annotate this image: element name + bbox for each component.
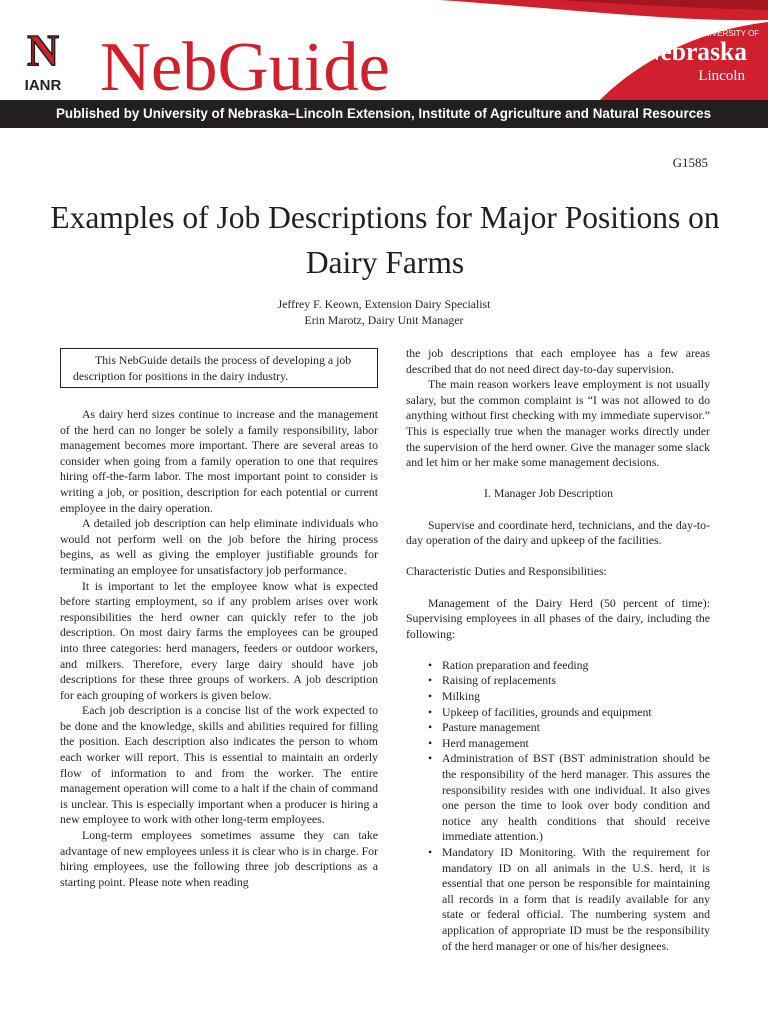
- univ-name: Nebraska: [642, 37, 747, 66]
- paragraph: Long-term employees sometimes assume they can take advantage of new employees unless it is clear who is in charge. For hiring employees, use the following three job descriptions as a starting point. Please note when reading: [60, 828, 378, 889]
- publisher-bar: Published by University of Nebraska–Lincoln Extension, Institute of Agriculture and Natural Resources: [0, 100, 768, 128]
- header-banner: [0, 0, 768, 100]
- paragraph: As dairy herd sizes continue to increase and the management of the herd can no longer be solely a family responsibility, labor management becomes more important. There are several areas to consider when going from a family operation to one that requires hiring off-the-farm labor. The most important point to consider is writing a job, or position, description for each potential or current employee in the dairy operation.: [60, 407, 378, 515]
- list-item: • Raising of replacements: [428, 673, 710, 689]
- author-1: Jeffrey F. Keown, Extension Dairy Specialist: [277, 297, 491, 311]
- logo-ianr: IANR: [24, 77, 62, 94]
- left-column: [60, 407, 378, 890]
- right-column: [406, 346, 710, 954]
- paragraph: Supervise and coordinate herd, technicians, and the day-to-day operation of the dairy and upkeep of the facilities.: [406, 517, 710, 548]
- brand-title: NebGuide: [100, 29, 390, 100]
- list-item: • Upkeep of facilities, grounds and equipment: [428, 705, 710, 721]
- authors: [150, 296, 618, 328]
- author-2: Erin Marotz, Dairy Unit Manager: [304, 313, 464, 327]
- paragraph: The main reason workers leave employment is not usually salary, but the common complaint is “I was not allowed to do anything without first checking with my immediate supervisor.” This is especially true when the manager works directly under the supervision of the herd owner. Give the manager some slack and let him or her make some management decisions.: [406, 377, 710, 470]
- paragraph: A detailed job description can help eliminate individuals who would not perform well on the job before the hiring process begins, as well as giving the employer justifiable grounds for terminating an employee for unsatisfactory job performance.: [60, 516, 378, 577]
- paragraph-continued: the job descriptions that each employee has a few areas described that do not need direct day-to-day supervision.: [406, 346, 710, 376]
- list-item: • Pasture management: [428, 720, 710, 736]
- list-item: • Administration of BST (BST administration should be the responsibility of the herd manager. This assures the responsibility resides with one individual. It also gives one person the time to look over body condition and notice any health conditions that should receive immediate attention.): [428, 751, 710, 845]
- list-item: • Herd management: [428, 736, 710, 752]
- abstract-box: This NebGuide details the process of developing a job description for positions in the dairy industry.: [60, 348, 378, 388]
- list-item: • Milking: [428, 689, 710, 705]
- duties-heading: Characteristic Duties and Responsibilities:: [406, 564, 607, 579]
- document-title: Examples of Job Descriptions for Major Positions on Dairy Farms: [50, 200, 720, 280]
- ianr-logo: [25, 26, 62, 94]
- section-heading: I. Manager Job Description: [484, 486, 614, 501]
- duties-list: [406, 658, 710, 954]
- paragraph: Management of the Dairy Herd (50 percent of time): Supervising employees in all phases of the dairy, including the following:: [406, 595, 710, 641]
- publication-code: G1585: [672, 155, 708, 170]
- list-item: • Mandatory ID Monitoring. With the requirement for mandatory ID on all animals in the U.S. herd, it is essential that one person be responsible for maintaining all records in a form that is readily available for any state or federal official. The numbering system and application of appropriate ID must be the responsibility of the herd manager or one of his/her designees.: [428, 845, 710, 954]
- paragraph: It is important to let the employee know what is expected before starting employment, so if any problem arises over work responsibilities the herd owner can quickly refer to the job description. On most dairy farms the employees can be grouped into three categories: herd managers, feeders or outdoor workers, and milkers. Therefore, every large dairy should have job descriptions for these three groups of workers. A job description for each grouping of workers is given below.: [60, 578, 378, 702]
- logo-n: N: [27, 26, 59, 75]
- univ-top: UNIVERSITY OF: [698, 29, 760, 38]
- univ-campus: Lincoln: [698, 68, 745, 84]
- list-item: • Ration preparation and feeding: [428, 658, 710, 674]
- paragraph: Each job description is a concise list of the work expected to be done and the knowledge, skills and abilities required for filling the position. Each description also indicates the person to whom each worker will report. This is essential to maintain an orderly flow of information to and from the worker. The entire management operation will come to a halt if the chain of command is unclear. This is especially important when a producer is hiring a new employee to work with other long-term employees.: [60, 703, 378, 827]
